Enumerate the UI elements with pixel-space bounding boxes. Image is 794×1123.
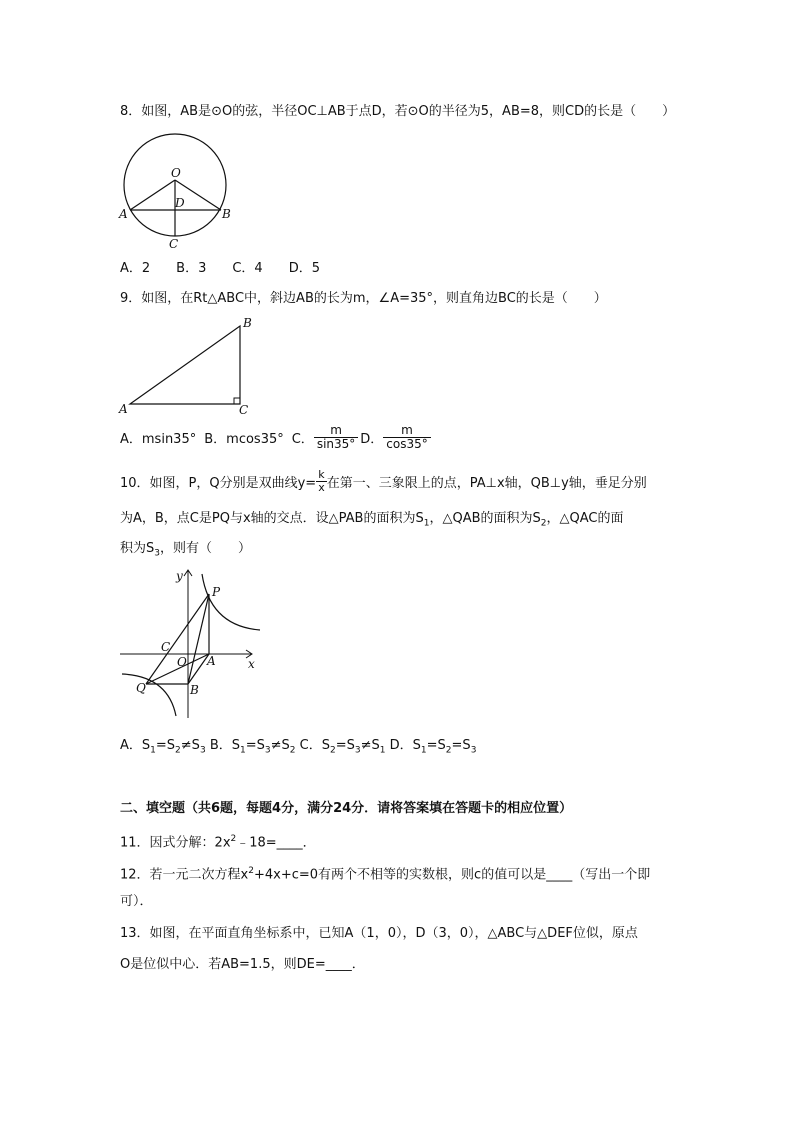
label-a: A (119, 207, 128, 221)
label-c: C (239, 403, 249, 417)
label-p: P (212, 585, 221, 599)
label-x: x (248, 657, 255, 671)
q10-option-d: D．$S_1=S_2=S_3$ (389, 738, 477, 756)
section-heading: 二、填空题（共6题，每题4分，满分24分．请将答案填在答题卡的相应位置） (120, 801, 573, 816)
label-o: O (171, 166, 181, 180)
triangle-abc (130, 326, 240, 404)
q9-options (120, 422, 431, 452)
q9-option-a: A．msin35° (120, 431, 197, 447)
q10-line3-text-b: ，则有（ ） (160, 541, 252, 556)
label-c: C (169, 237, 179, 251)
q8-circle-figure (118, 130, 234, 252)
label-a: A (119, 402, 128, 416)
q10-line1-text-b: 在第一、三象限上的点，PA⊥x轴，QB⊥y轴，垂足分别 (326, 475, 647, 491)
frac-denominator: x (318, 480, 325, 494)
q10-hyperbola-figure (118, 566, 264, 722)
hyperbola-branch-1 (202, 574, 260, 630)
label-a: A (207, 654, 216, 668)
q10-line3 (120, 540, 251, 563)
q11-text (120, 830, 316, 852)
q8-options: A．2 B．3 C．4 D．5 (120, 261, 320, 276)
q10-line3-text-a: 积为S (120, 541, 155, 556)
q10-option-b: B．$S_1=S_3\ne S_2$ (209, 738, 296, 756)
frac-denominator: cos35° (383, 437, 430, 451)
q9-option-b: B．mcos35° (204, 431, 284, 447)
q9-text: 9．如图，在Rt△ABC中，斜边AB的长为m，∠A=35°，则直角边BC的长是（ ） (120, 291, 607, 306)
q13-line2: O是位似中心．若AB=1.5，则DE=____． (120, 957, 365, 972)
subscript: 1 (423, 518, 430, 529)
superscript: 2 (230, 834, 237, 844)
q10-line1-text-a: 10．如图，P，Q分别是双曲线y= (120, 475, 317, 491)
q10-line2-text-a: 为A，B，点C是PQ与x轴的交点．设△PAB的面积为S (120, 511, 424, 526)
q9-triangle-figure (118, 314, 258, 418)
q10-k-over-x (316, 469, 327, 494)
q9-option-d-fraction (383, 424, 430, 451)
q10-option-c: C．$S_2=S_3\ne S_1$ (299, 738, 386, 756)
superscript: 2 (248, 866, 254, 876)
label-o: O (177, 655, 187, 669)
frac-numerator: m (330, 422, 342, 437)
q11-text-a: 11．因式分解：2x (120, 835, 231, 851)
frac-numerator: m (401, 422, 413, 437)
label-b: B (243, 316, 252, 330)
q9-option-d-prefix: D． (360, 431, 384, 447)
label-c: C (161, 640, 171, 654)
q10-options (120, 737, 476, 760)
label-q: Q (136, 681, 146, 695)
q9-option-c-prefix: C． (291, 431, 314, 447)
q9-option-c-fraction (314, 424, 358, 451)
label-y: y (176, 569, 183, 583)
q10-option-a: A．$S_1=S_2\ne S_3$ (120, 738, 206, 756)
label-d: D (175, 196, 185, 210)
subscript: 3 (154, 548, 160, 559)
segment-pb (188, 594, 209, 684)
q12-text-a: 12．若一元二次方程x (120, 867, 249, 883)
q12-line1 (120, 862, 650, 884)
frac-denominator: sin35° (314, 437, 358, 451)
frac-numerator: k (318, 467, 325, 481)
q10-line1 (120, 466, 647, 496)
radius-oa (130, 180, 175, 210)
q12-line2: 可）． (120, 894, 153, 909)
q11-text-b: ﹣18=____． (236, 835, 316, 851)
q10-line2 (120, 510, 623, 533)
q10-line2-text-c: ，△QAC的面 (546, 511, 624, 526)
subscript: 2 (540, 518, 547, 529)
q13-line1: 13．如图，在平面直角坐标系中，已知A（1，0），D（3，0），△ABC与△DEF位似，原点 (120, 926, 638, 941)
q8-text: 8．如图，AB是⊙O的弦，半径OC⊥AB于点D，若⊙O的半径为5，AB=8，则CD的长是（ ） (120, 104, 676, 119)
segment-pq (146, 594, 209, 684)
label-b: B (222, 207, 231, 221)
label-b: B (190, 683, 199, 697)
q10-line2-text-b: ，△QAB的面积为S (429, 511, 541, 526)
q12-text-b: +4x+c=0有两个不相等的实数根，则c的值可以是____（写出一个即 (253, 867, 651, 883)
